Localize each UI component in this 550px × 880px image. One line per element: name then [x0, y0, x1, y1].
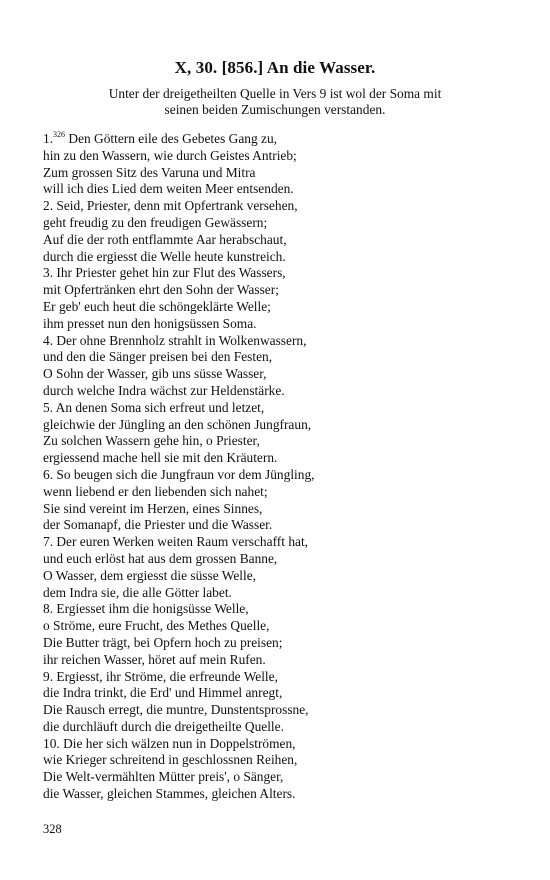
poem-line: wenn liebend er den liebenden sich nahet; [43, 483, 268, 499]
hymn-title: X, 30. [856.] An die Wasser. [174, 58, 376, 77]
poem-line [43, 131, 513, 148]
poem-line: Die Butter trägt, bei Opfern hoch zu preisen; [43, 634, 283, 650]
poem-line: 3. Ihr Priester gehet hin zur Flut des Wassers, [43, 265, 286, 281]
poem-line: 5. An denen Soma sich erfreut und letzet, [43, 399, 265, 415]
poem-line: Zu solchen Wassern gehe hin, o Priester, [43, 433, 260, 449]
poem-line: O Wasser, dem ergiesst die süsse Welle, [43, 567, 257, 583]
poem-line: ihm presset nun den honigsüssen Soma. [43, 315, 257, 331]
introduction-line: Unter der dreigetheilten Quelle in Vers 9 ist wol der Soma mit [108, 86, 442, 101]
poem-line: mit Opfertränken ehrt den Sohn der Wasser; [43, 282, 279, 298]
footnote-marker[interactable]: 326 [53, 129, 66, 139]
poem-line: O Sohn der Wasser, gib uns süsse Wasser, [43, 366, 267, 382]
poem-line: hin zu den Wassern, wie durch Geistes Antrieb; [43, 147, 297, 163]
poem-line: ihr reichen Wasser, höret auf mein Rufen. [43, 651, 266, 667]
poem-line: Die Rausch erregt, die muntre, Dunstentsprossne, [43, 702, 309, 718]
poem-line: Er geb' euch heut die schöngeklärte Welle; [43, 298, 271, 314]
poem-line: 2. Seid, Priester, denn mit Opfertrank versehen, [43, 198, 298, 214]
poem-line: 10. Die her sich wälzen nun in Doppelströmen, [43, 735, 296, 751]
poem-text [43, 131, 513, 803]
poem-line: Die Welt-vermählten Mütter preis', o Sänger, [43, 769, 284, 785]
poem-line: Zum grossen Sitz des Varuna und Mitra [43, 164, 256, 180]
poem-line: durch die ergiesst die Welle heute kunstreich. [43, 248, 286, 264]
poem-line: 7. Der euren Werken weiten Raum verschafft hat, [43, 534, 309, 550]
poem-line: wie Krieger schreitend in geschlossnen Reihen, [43, 752, 298, 768]
poem-line: 8. Ergiesset ihm die honigsüsse Welle, [43, 601, 249, 617]
poem-line: geht freudig zu den freudigen Gewässern; [43, 214, 268, 230]
poem-line: die Indra trinkt, die Erd' und Himmel anregt, [43, 685, 283, 701]
verse-number: 1. [43, 131, 54, 146]
poem-line: gleichwie der Jüngling an den schönen Jungfraun, [43, 416, 312, 432]
poem-line: Sie sind vereint im Herzen, eines Sinnes, [43, 500, 263, 516]
poem-line: dem Indra sie, die alle Götter labet. [43, 584, 232, 600]
poem-line: ergiessend mache hell sie mit den Kräutern. [43, 450, 278, 466]
poem-line: 4. Der ohne Brennholz strahlt in Wolkenwassern, [43, 332, 307, 348]
poem-line: der Somanapf, die Priester und die Wasser. [43, 517, 273, 533]
poem-line: durch welche Indra wächst zur Heldenstärke. [43, 382, 285, 398]
page-number: 328 [43, 822, 62, 836]
poem-line: die Wasser, gleichen Stammes, gleichen Alters. [43, 786, 296, 802]
introduction-line: seinen beiden Zumischungen verstanden. [164, 102, 386, 117]
hymn-introduction [40, 86, 510, 118]
poem-line: und den die Sänger preisen bei den Festen, [43, 349, 273, 365]
poem-line: 6. So beugen sich die Jungfraun vor dem Jüngling, [43, 466, 315, 482]
poem-line: will ich dies Lied dem weiten Meer entsenden. [43, 181, 294, 197]
poem-line: und euch erlöst hat aus dem grossen Banne, [43, 550, 278, 566]
poem-line-text: Den Göttern eile des Gebetes Gang zu, [65, 131, 277, 146]
poem-line: o Ströme, eure Frucht, des Methes Quelle, [43, 618, 270, 634]
poem-line: 9. Ergiesst, ihr Ströme, die erfreunde Welle, [43, 668, 278, 684]
poem-line: die durchläuft durch die dreigetheilte Quelle. [43, 718, 284, 734]
poem-line: Auf die der roth entflammte Aar herabschaut, [43, 231, 287, 247]
